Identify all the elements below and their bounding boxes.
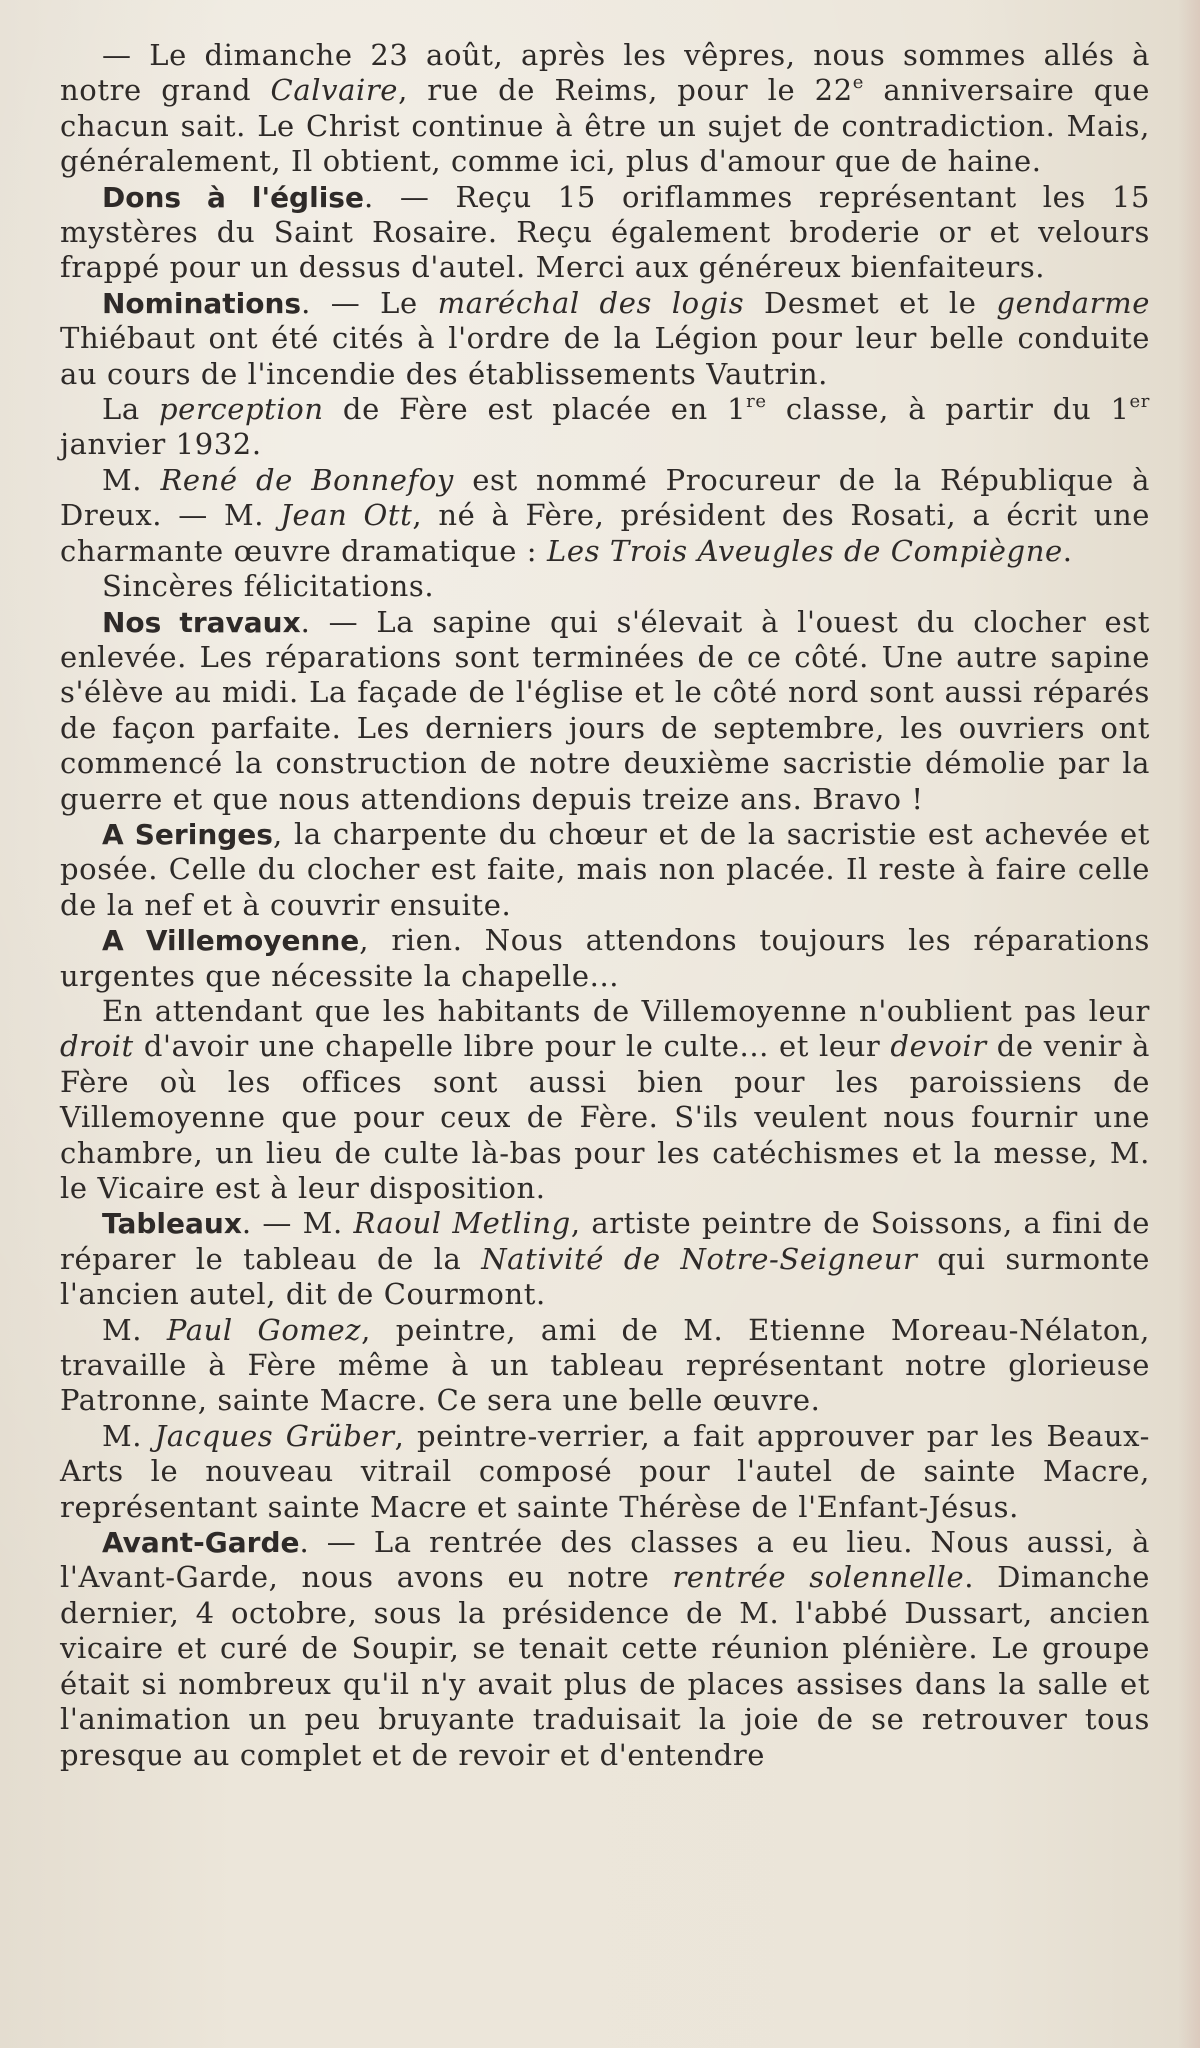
italic-text: René de Bonnefoy — [160, 462, 454, 497]
italic-text: droit — [60, 1029, 134, 1064]
italic-text: Calvaire — [270, 73, 399, 108]
text: — Le dimanche 23 août, après les vêpres, nous sommes allés à notre grand — [60, 38, 1150, 108]
text: La — [102, 392, 160, 427]
italic-text: rentrée solennelle — [672, 1560, 965, 1595]
text: , rue de Reims, pour le 22 — [398, 73, 853, 108]
text: . Dimanche dernier, 4 octobre, sous la présidence de M. l'abbé Dussart, ancien vicaire et curé de Soupir, se tenait cette réunion plénière. Le groupe était si nombreux qu'il n'y avait plus de places assises dans la salle et l'animation un peu bruyante traduisait la joie de se retrouver tous presque au complet et de revoir et d'entendre — [60, 1560, 1150, 1772]
paragraph-nominations — [60, 286, 1150, 392]
text: . — La sapine qui s'élevait à l'ouest du clocher est enlevée. Les réparations sont terminées de ce côté. Une autre sapine s'élève au midi. La façade de l'église et le côté nord sont aussi réparés de façon parfaite. Les derniers jours de septembre, les ouvriers ont commencé la construction de notre deuxième sacristie démolie par la guerre et que nous attendions depuis treize ans. Bravo ! — [60, 604, 1150, 816]
paragraph-bonnefoy — [60, 463, 1150, 569]
section-heading: Nominations — [102, 286, 302, 320]
text: est nommé Procureur de la République à Dreux. — M. — [60, 462, 1150, 533]
text: Sincères félicitations. — [102, 569, 435, 604]
italic-text: Jean Ott — [280, 498, 413, 533]
text: , la charpente du chœur et de la sacristie est achevée et posée. Celle du clocher est faite, mais non placée. Il reste à faire celle de la nef et à couvrir ensuite. — [60, 816, 1150, 922]
paragraph-seringes — [60, 817, 1150, 923]
italic-text: maréchal des logis — [437, 285, 745, 320]
italic-text: Jacques Grüber — [154, 1418, 395, 1453]
text: Desmet et le — [744, 285, 997, 320]
paragraph-en-attendant — [60, 994, 1150, 1206]
paragraph-calvaire — [60, 38, 1150, 180]
italic-text: perception — [159, 392, 324, 427]
section-heading: Dons à l'église — [102, 180, 364, 214]
text: . — M. — [241, 1206, 354, 1241]
text: janvier 1932. — [60, 427, 262, 462]
text: de Fère est placée en 1 — [323, 392, 747, 427]
paragraph-felicitations — [60, 569, 1150, 604]
section-heading: Nos travaux — [102, 605, 301, 639]
italic-text: Nativité de Notre-Seigneur — [481, 1241, 918, 1276]
paragraph-gruber — [60, 1419, 1150, 1525]
section-heading: Avant-Garde — [102, 1526, 300, 1560]
italic-text: gendarme — [996, 285, 1150, 320]
paragraph-avant-garde — [60, 1525, 1150, 1773]
text: anniversaire que chacun sait. Le Christ continue à être un sujet de contradiction. Mais, généralement, Il obtient, comme ici, plus d'amour que de haine. — [60, 73, 1150, 179]
italic-text: Les Trois Aveugles de Compiègne — [547, 533, 1063, 568]
superscript: er — [1129, 391, 1150, 413]
text: Thiébaut ont été cités à l'ordre de la Légion pour leur belle conduite au cours de l'incendie des établissements Vautrin. — [60, 321, 1150, 391]
text: , peintre-verrier, a fait approuver par les Beaux-Arts le nouveau vitrail composé pour l'autel de sainte Macre, représentant sainte Macre et sainte Thérèse de l'Enfant-Jésus. — [60, 1418, 1150, 1524]
paragraph-villemoyenne — [60, 923, 1150, 994]
paragraph-tableaux — [60, 1206, 1150, 1312]
italic-text: Raoul Metling — [353, 1206, 571, 1241]
paragraph-dons — [60, 180, 1150, 286]
text: , rien. Nous attendons toujours les réparations urgentes que nécessite la chapelle... — [60, 923, 1150, 993]
superscript: re — [746, 391, 767, 413]
superscript: e — [852, 72, 865, 94]
text: , né à Fère, président des Rosati, a écrit une charmante œuvre dramatique : — [60, 498, 1151, 568]
paragraph-perception — [60, 392, 1150, 463]
text: , peintre, ami de M. Etienne Moreau-Nélaton, travaille à Fère même à un tableau représentant notre glorieuse Patronne, sainte Macre. Ce sera une belle œuvre. — [60, 1312, 1150, 1418]
text: classe, à partir du 1 — [766, 392, 1130, 427]
text: , artiste peintre de Soissons, a fini de réparer le tableau de la — [60, 1206, 1150, 1276]
italic-text: devoir — [890, 1029, 987, 1064]
text: . — La rentrée des classes a eu lieu. Nous aussi, à l'Avant-Garde, nous avons eu notre — [60, 1525, 1150, 1595]
text: . — Le — [301, 285, 438, 320]
text: En attendant que les habitants de Villemoyenne n'oublient pas leur — [102, 993, 1150, 1028]
section-heading: A Seringes — [102, 817, 273, 851]
section-heading: A Villemoyenne — [102, 924, 360, 958]
paragraph-gomez — [60, 1313, 1150, 1419]
text: qui surmonte l'ancien autel, dit de Courmont. — [60, 1241, 1150, 1312]
paragraph-travaux — [60, 605, 1150, 817]
text: d'avoir une chapelle libre pour le culte... et leur — [133, 1029, 891, 1064]
section-heading: Tableaux — [102, 1207, 242, 1241]
text: de venir à Fère où les offices sont aussi bien pour les paroissiens de Villemoyenne que pour ceux de Fère. S'ils veulent nous fournir une chambre, un lieu de culte là-bas pour les catéchismes et la messe, M. le Vicaire est à leur disposition. — [60, 1029, 1150, 1205]
text: M. — [102, 1312, 167, 1347]
italic-text: Paul Gomez — [166, 1312, 362, 1347]
text: M. — [102, 462, 161, 497]
text: . — Reçu 15 oriflammes représentant les 15 mystères du Saint Rosaire. Reçu également broderie or et velours frappé pour un dessus d'autel. Merci aux généreux bienfaiteurs. — [60, 179, 1151, 285]
text: . — [1062, 533, 1073, 568]
text: M. — [102, 1418, 155, 1453]
